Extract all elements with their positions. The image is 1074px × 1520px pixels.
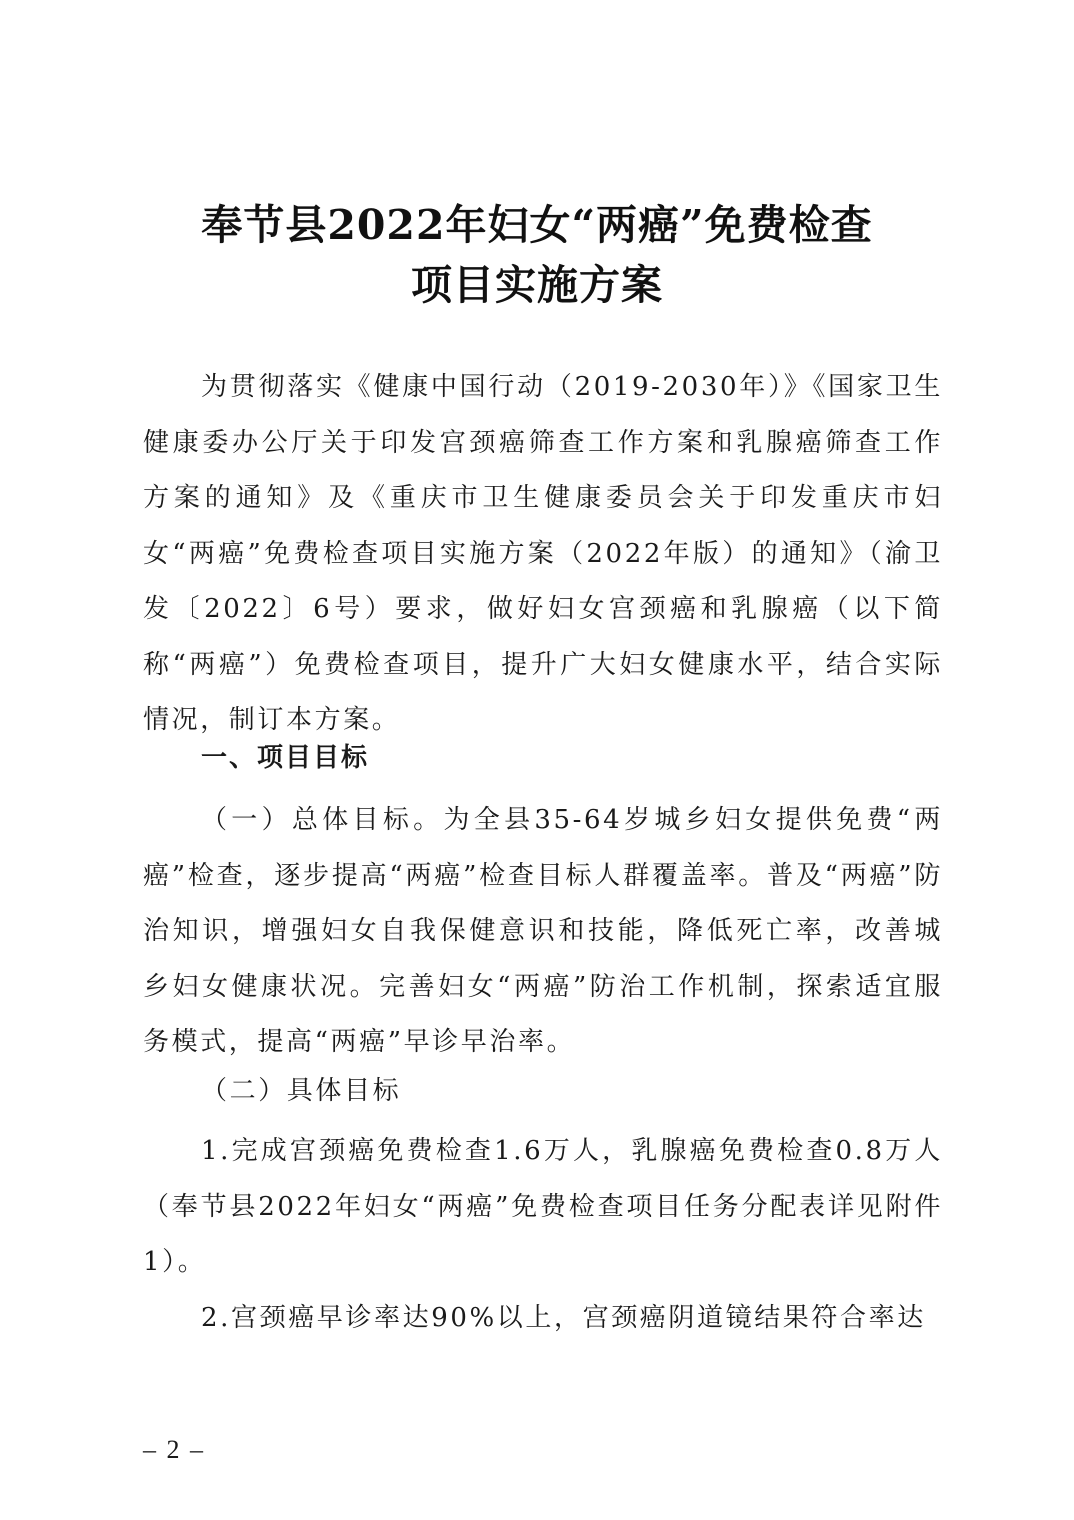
item-2-block bbox=[143, 1291, 943, 1347]
intro-paragraph: 为贯彻落实《健康中国行动（2019-2030年）》《国家卫生健康委办公厅关于印发宫颈癌筛查工作方案和乳腺癌筛查工作方案的通知》及《重庆市卫生健康委员会关于印发重庆市妇女“两癌”免费检查项目实施方案（2022年版）的通知》（渝卫发〔2022〕6号）要求，做好妇女宫颈癌和乳腺癌（以下简称“两癌”）免费检查项目，提升广大妇女健康水平，结合实际情况，制订本方案。 bbox=[143, 372, 943, 735]
document-title-line-1: 奉节县2022年妇女“两癌”免费检查 bbox=[201, 201, 873, 249]
item-1-paragraph: 1.完成宫颈癌免费检查1.6万人，乳腺癌免费检查0.8万人（奉节县2022年妇女“两癌”免费检查项目任务分配表详见附件1）。 bbox=[143, 1136, 943, 1277]
intro-paragraph-block bbox=[143, 360, 943, 749]
item-2-paragraph: 2.宫颈癌早诊率达90%以上，宫颈癌阴道镜结果符合率达 bbox=[201, 1303, 926, 1333]
section-heading-project-goals: 一、项目目标 bbox=[201, 743, 370, 773]
overall-goal-block bbox=[143, 793, 943, 1071]
overall-goal-paragraph: （一）总体目标。为全县35-64岁城乡妇女提供免费“两癌”检查，逐步提高“两癌”检查目标人群覆盖率。普及“两癌”防治知识，增强妇女自我保健意识和技能，降低死亡率，改善城乡妇女健康状况。完善妇女“两癌”防治工作机制，探索适宜服务模式，提高“两癌”早诊早治率。 bbox=[143, 805, 943, 1057]
page-number: – 2 – bbox=[143, 1435, 205, 1464]
document-title-line-2: 项目实施方案 bbox=[411, 261, 663, 309]
item-1-block bbox=[143, 1124, 943, 1291]
subheading-specific-goals: （二）具体目标 bbox=[201, 1076, 402, 1106]
